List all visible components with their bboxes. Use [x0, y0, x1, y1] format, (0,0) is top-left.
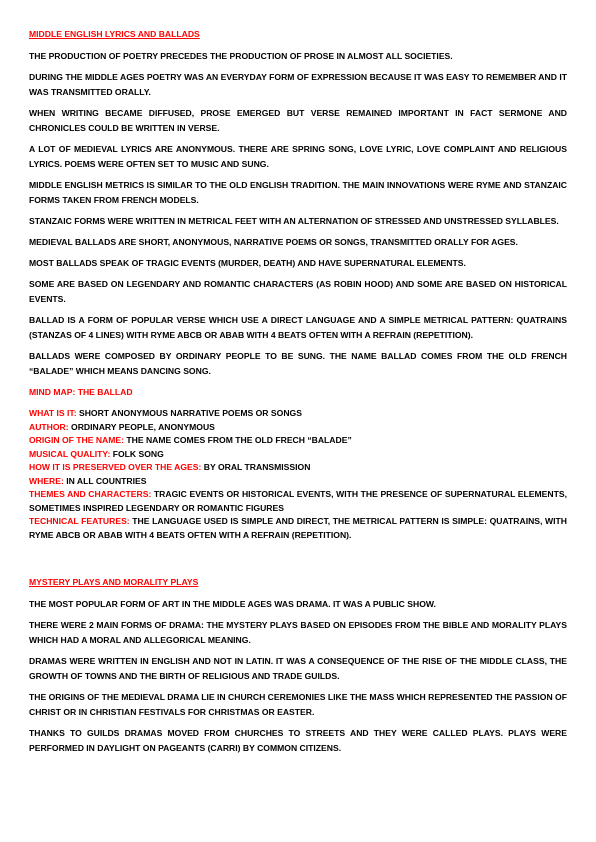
mind-map-label: ORIGIN OF THE NAME:: [29, 435, 125, 445]
mind-map-item: [29, 448, 567, 462]
paragraph: BALLADS WERE COMPOSED BY ORDINARY PEOPLE TO BE SUNG. THE NAME BALLAD COMES FROM THE OLD FRENCH “BALADE” WHICH MEANS DANCING SONG.: [29, 351, 567, 376]
paragraph: MOST BALLADS SPEAK OF TRAGIC EVENTS (MURDER, DEATH) AND HAVE SUPERNATURAL ELEMENTS.: [29, 258, 466, 268]
mind-map-item: [29, 421, 567, 435]
mind-map-label: HOW IT IS PRESERVED OVER THE AGES:: [29, 462, 202, 472]
mind-map-text: TRAGIC EVENTS OR HISTORICAL EVENTS, WITH THE PRESENCE OF SUPERNATURAL ELEMENTS, SOMETIMES INSPIRED LEGENDARY OR ROMANTIC FIGURES: [29, 489, 567, 513]
mind-map-item: [29, 515, 567, 542]
mind-map-item: [29, 434, 567, 448]
paragraph: SOME ARE BASED ON LEGENDARY AND ROMANTIC CHARACTERS (AS ROBIN HOOD) AND SOME ARE BASED ON HISTORICAL EVENTS.: [29, 279, 567, 304]
paragraph: MIDDLE ENGLISH METRICS IS SIMILAR TO THE OLD ENGLISH TRADITION. THE MAIN INNOVATIONS WERE RYME AND STANZAIC FORMS TAKEN FROM FRENCH MODELS.: [29, 180, 567, 205]
section-heading-mystery-morality: MYSTERY PLAYS AND MORALITY PLAYS: [29, 577, 199, 587]
mind-map-list: [29, 407, 567, 542]
mind-map-label: THEMES AND CHARACTERS:: [29, 489, 152, 499]
paragraph: DURING THE MIDDLE AGES POETRY WAS AN EVERYDAY FORM OF EXPRESSION BECAUSE IT WAS EASY TO REMEMBER AND IT WAS TRANSMITTED ORALLY.: [29, 72, 567, 97]
mind-map-text: IN ALL COUNTRIES: [63, 475, 147, 486]
mind-map-text: SHORT ANONYMOUS NARRATIVE POEMS OR SONGS: [76, 408, 302, 418]
mind-map-label: MUSICAL QUALITY:: [29, 448, 111, 459]
mind-map-item: [29, 461, 567, 475]
mind-map-text: FOLK SONG: [110, 448, 164, 459]
paragraph: A LOT OF MEDIEVAL LYRICS ARE ANONYMOUS. THERE ARE SPRING SONG, LOVE LYRIC, LOVE COMPLAINT AND RELIGIOUS LYRICS. POEMS WERE OFTEN SET TO MUSIC AND SUNG.: [29, 144, 567, 169]
mind-map-text: THE NAME COMES FROM THE OLD FRECH “BALADE”: [124, 435, 352, 445]
mind-map-label: AUTHOR:: [29, 421, 69, 432]
paragraph: THERE WERE 2 MAIN FORMS OF DRAMA: THE MYSTERY PLAYS BASED ON EPISODES FROM THE BIBLE AND MORALITY PLAYS WHICH HAD A MORAL AND ALLEGORICAL MEANING.: [29, 620, 567, 645]
mind-map-label: TECHNICAL FEATURES:: [29, 516, 130, 526]
mind-map-item: [29, 475, 567, 489]
section-spacer: [29, 542, 567, 575]
mind-map-label: WHAT IS IT:: [29, 408, 77, 418]
mind-map-text: ORDINARY PEOPLE, ANONYMOUS: [68, 421, 215, 432]
paragraph: WHEN WRITING BECAME DIFFUSED, PROSE EMERGED BUT VERSE REMAINED IMPORTANT IN FACT SERMONE AND CHRONICLES COULD BE WRITTEN IN VERSE.: [29, 108, 567, 133]
paragraph: DRAMAS WERE WRITTEN IN ENGLISH AND NOT IN LATIN. IT WAS A CONSEQUENCE OF THE RISE OF THE MIDDLE CLASS, THE GROWTH OF TOWNS AND THE BIRTH OF RELIGIOUS AND TRADE GUILDS.: [29, 656, 567, 681]
mind-map-label: WHERE:: [29, 475, 64, 486]
paragraph: MEDIEVAL BALLADS ARE SHORT, ANONYMOUS, NARRATIVE POEMS OR SONGS, TRANSMITTED ORALLY FOR AGES.: [29, 237, 518, 247]
paragraph: THE ORIGINS OF THE MEDIEVAL DRAMA LIE IN CHURCH CEREMONIES LIKE THE MASS WHICH REPRESENTED THE PASSION OF CHRIST OR IN CHRISTIAN FESTIVALS FOR CHRISTMAS OR EASTER.: [29, 692, 567, 717]
paragraph: STANZAIC FORMS WERE WRITTEN IN METRICAL FEET WITH AN ALTERNATION OF STRESSED AND UNSTRESSED SYLLABLES.: [29, 216, 559, 226]
mind-map-text: BY ORAL TRANSMISSION: [201, 462, 311, 472]
paragraph: THE MOST POPULAR FORM OF ART IN THE MIDDLE AGES WAS DRAMA. IT WAS A PUBLIC SHOW.: [29, 599, 436, 609]
mind-map-item: [29, 407, 567, 421]
mind-map-item: [29, 488, 567, 515]
section-heading-lyrics-ballads: MIDDLE ENGLISH LYRICS AND BALLADS: [29, 29, 200, 39]
paragraph: THE PRODUCTION OF POETRY PRECEDES THE PRODUCTION OF PROSE IN ALMOST ALL SOCIETIES.: [29, 51, 453, 61]
mind-map-title: MIND MAP: THE BALLAD: [29, 387, 133, 397]
paragraph: THANKS TO GUILDS DRAMAS MOVED FROM CHURCHES TO STREETS AND THEY WERE CALLED PLAYS. PLAYS WERE PERFORMED IN DAYLIGHT ON PAGEANTS (CARRI) BY COMMON CITIZENS.: [29, 728, 567, 753]
paragraph: BALLAD IS A FORM OF POPULAR VERSE WHICH USE A DIRECT LANGUAGE AND A SIMPLE METRICAL PATTERN: QUATRAINS (STANZAS OF 4 LINES) WITH RYME ABCB OR ABAB WITH 4 BEATS OFTEN WITH A REFRAIN (REPETITION).: [29, 315, 567, 340]
mind-map-text: THE LANGUAGE USED IS SIMPLE AND DIRECT, THE METRICAL PATTERN IS SIMPLE: QUATRAINS, WITH RYME ABCB OR ABAB WITH 4 BEATS OFTEN WITH A REFRAIN (REPETITION).: [29, 516, 568, 540]
